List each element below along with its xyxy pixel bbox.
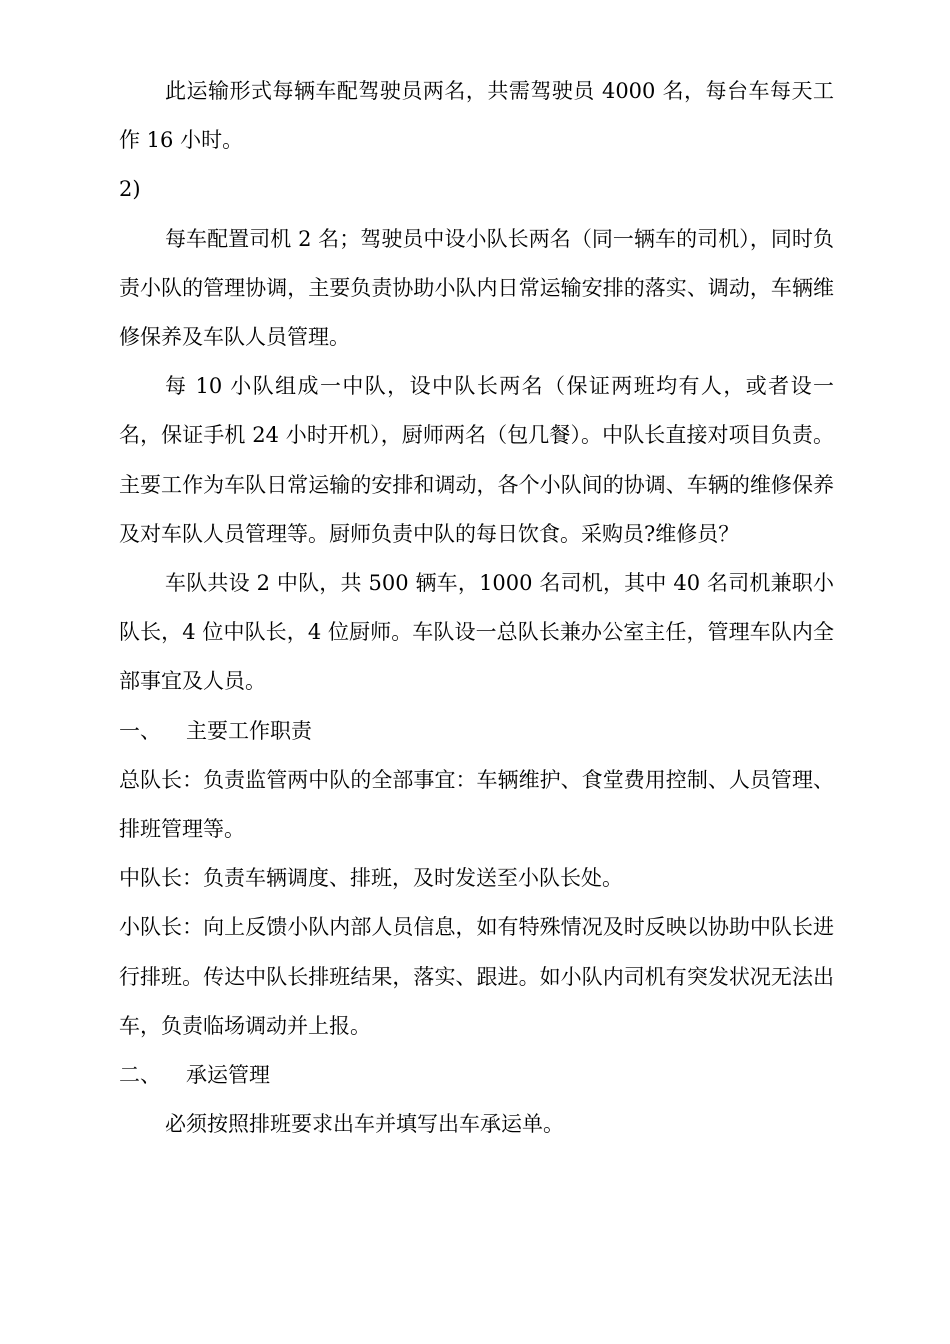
section-number: 二、	[119, 1063, 161, 1088]
section-heading-duties	[119, 707, 834, 756]
duty-chief-leader: 总队长：负责监管两中队的全部事宜：车辆维护、食堂费用控制、人员管理、排班管理等。	[119, 767, 834, 842]
section-heading-transport	[119, 1051, 834, 1100]
list-marker-2: 2)	[119, 177, 141, 202]
section-title: 承运管理	[186, 1063, 270, 1088]
duty-middle-leader: 中队长：负责车辆调度、排班，及时发送至小队长处。	[119, 866, 623, 891]
paragraph-squad-leaders: 每车配置司机 2 名；驾驶员中设小队长两名（同一辆车的司机），同时负责小队的管理协调，主要负责协助小队内日常运输安排的落实、调动，车辆维修保养及车队人员管理。	[119, 226, 834, 350]
section-number: 一、	[119, 718, 161, 743]
paragraph-middle-team: 每 10 小队组成一中队，设中队长两名（保证两班均有人，或者设一名，保证手机 24 小时开机），厨师两名（包几餐）。中队长直接对项目负责。主要工作为车队日常运输的安排和调动，各个小队间的协调、车辆的维修保养及对车队人员管理等。厨师负责中队的每日饮食。采购员?维修员？	[119, 374, 834, 546]
document-body	[119, 67, 834, 1149]
duty-squad-leader: 小队长：向上反馈小队内部人员信息，如有特殊情况及时反映以协助中队长进行排班。传达中队长排班结果，落实、跟进。如小队内司机有突发状况无法出车，负责临场调动并上报。	[119, 915, 834, 1038]
paragraph-fleet-total: 车队共设 2 中队，共 500 辆车，1000 名司机，其中 40 名司机兼职小队长，4 位中队长，4 位厨师。车队设一总队长兼办公室主任，管理车队内全部事宜及人员。	[119, 571, 834, 694]
paragraph-driver-count: 此运输形式每辆车配驾驶员两名，共需驾驶员 4000 名，每台车每天工作 16 小时。	[119, 79, 834, 153]
section-title: 主要工作职责	[186, 718, 312, 743]
paragraph-closing: 必须按照排班要求出车并填写出车承运单。	[165, 1112, 564, 1137]
